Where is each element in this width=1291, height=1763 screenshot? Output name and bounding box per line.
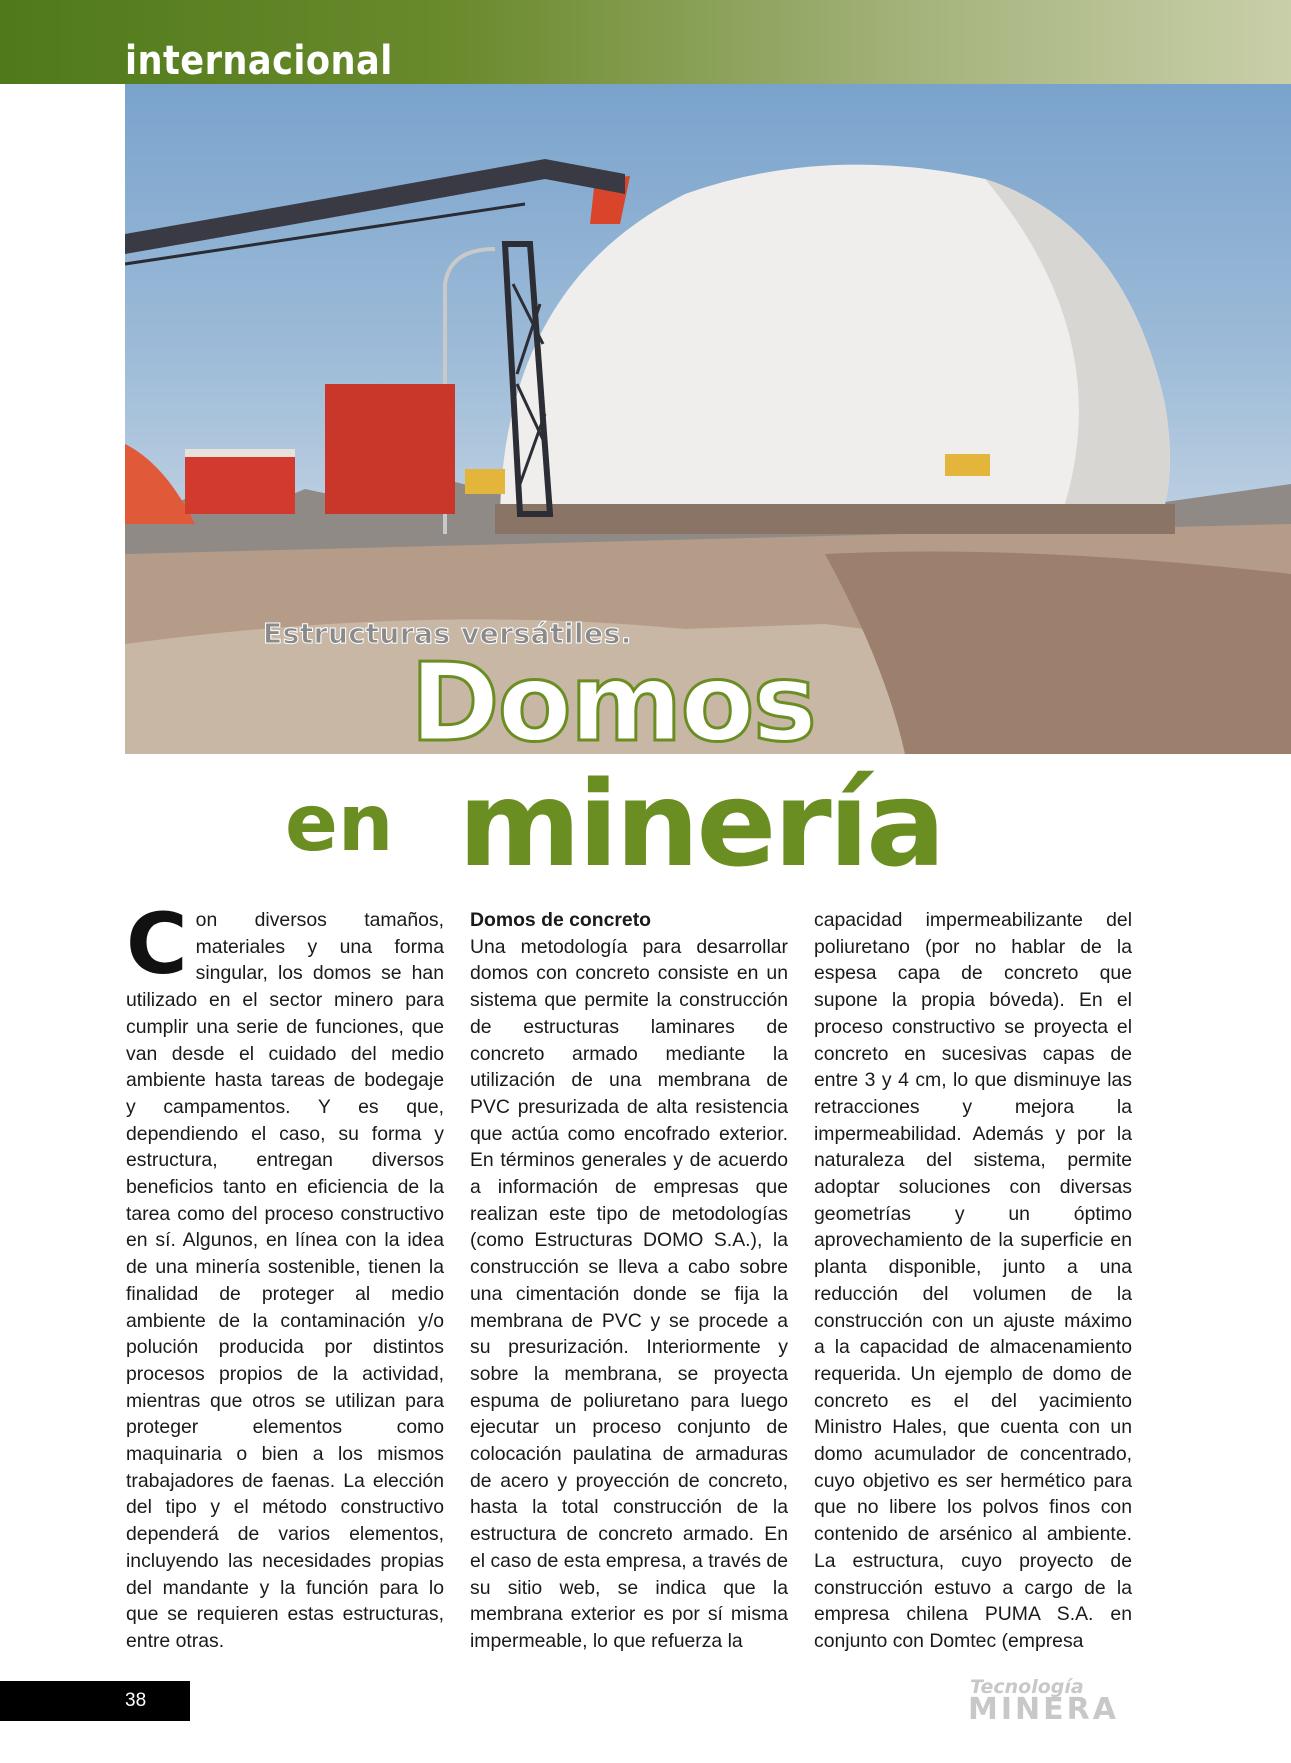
headline-domos: Domos — [410, 641, 815, 766]
article-paragraph-2 — [470, 907, 788, 1655]
column-2-text: Una metodología para desarrollar domos con concreto consiste en un sistema que permite la construcción de estructuras laminares de concreto armado mediante la utilización de una membrana de PVC presurizada de alta resistencia que actúa como encofrado exterior. En términos generales y de acuerdo a información de empresas que realizan este tipo de metodologías (como Estructuras DOMO S.A.), la construcción se lleva a cabo sobre una cimentación donde se fija la membrana de PVC y se procede a su presurización. Interiormente y sobre la membrana, se proyecta espuma de poliuretano para luego ejecutar un proceso conjunto de colocación paulatina de armaduras de acero y proyección de concreto, hasta la total construcción de la estructura de concreto armado. En el caso de esta empresa, a través de su sitio web, se indica que la membrana exterior es por sí misma impermeable, lo que refuerza la — [470, 935, 788, 1652]
article-kicker: Estructuras versátiles. — [263, 617, 632, 650]
conveyor-truss — [125, 159, 625, 254]
publication-logo — [968, 1676, 1138, 1726]
article-column-1 — [126, 895, 444, 1655]
headline-en: en — [285, 779, 394, 869]
red-building-roof — [185, 449, 295, 457]
excavator-cab — [465, 469, 505, 494]
article-column-3 — [814, 907, 1132, 1655]
logo-tecnologia: Tecnología — [970, 1676, 1084, 1698]
column-3-text: capacidad impermeabilizante del poliuretano (por no hablar de la espesa capa de concreto que supone la propia bóveda). En el proceso constructivo se proyecta el concreto en sucesivas capas de entre 3 y 4 cm, lo que disminuye las retracciones y mejora la impermeabilidad. Además y por la naturaleza del sistema, permite adoptar soluciones con diversas geometrías y un óptimo aprovechamiento de la superficie en planta disponible, junto a una reducción del volumen de la construcción con un ajuste máximo a la capacidad de almacenamiento requerida. Un ejemplo de domo de concreto es el del yacimiento Ministro Hales, que cuenta con un domo acumulador de concentrado, cuyo objetivo es ser hermético para que no libere los polvos finos con contenido de arsénico al ambiente. La estructura, cuyo proyecto de construcción estuvo a cargo de la empresa chilena PUMA S.A. en conjunto con Domtec (empresa — [814, 909, 1132, 1652]
column-1-text: on diversos tamaños, materiales y una forma singular, los domos se han utilizado en el sector minero para cumplir una serie de funciones, que van desde el cuidado del medio ambiente hasta tareas de bodegaje y campamentos. Y es que, dependiendo el caso, su forma y estructura, entregan diversos beneficios tanto en eficiencia de la tarea como del proceso constructivo en sí. Algunos, en línea con la idea de una minería sostenible, tienen la finalidad de proteger al medio ambiente de la contaminación y/o polución producida por distintos procesos propios de la actividad, mientras que otros se utilizan para proteger elementos como maquinaria o bien a los mismos trabajadores de faenas. La elección del tipo y el método constructivo dependerá de varios elementos, incluyendo las necesidades propias del mandante y la función para lo que se requieren estas estructuras, entre otras. — [126, 909, 444, 1652]
red-building — [185, 454, 295, 514]
red-building-tower — [325, 384, 455, 514]
headline-mineria: minería — [458, 755, 943, 893]
dome-base — [495, 504, 1175, 534]
drop-cap: C — [126, 895, 188, 993]
loader — [945, 454, 990, 476]
article-column-2 — [470, 907, 788, 1655]
subheading-domos-de-concreto: Domos de concreto — [470, 909, 652, 931]
logo-minera: MINERA — [968, 1692, 1119, 1727]
page-number-bar — [0, 1681, 190, 1721]
orange-dome — [125, 444, 195, 524]
page-number: 38 — [125, 1690, 147, 1711]
section-title: internacional — [125, 38, 393, 84]
article-paragraph-1 — [126, 895, 444, 1655]
